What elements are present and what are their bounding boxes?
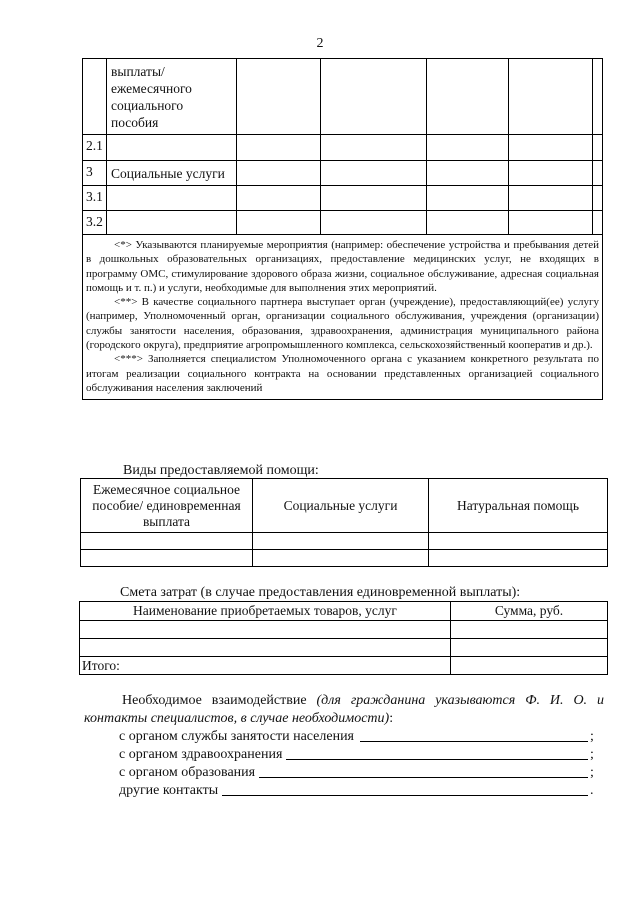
footnote-2: <**> В качестве социального партнера выступает орган (учреждение), предоставляющий(ее) услугу (например, Уполномоченный орган, организации социального обслуживания, учреждения (организации) службы занятости населения, образования, здравоохранения, администрация муниципального района (городского округа), предприятие агропромышленного комплекса, сельскохозяйственный кооператив и др.). bbox=[86, 296, 599, 352]
row-number: 3.2 bbox=[83, 211, 107, 235]
contact-end-mark: ; bbox=[590, 747, 594, 762]
row-name[interactable] bbox=[107, 211, 237, 235]
contact-employment bbox=[119, 728, 604, 746]
contact-fill-field[interactable] bbox=[286, 759, 588, 760]
interaction-section bbox=[84, 692, 604, 800]
table-cell[interactable] bbox=[593, 186, 603, 211]
table-cell[interactable] bbox=[427, 186, 509, 211]
help-types-title: Виды предоставляемой помощи: bbox=[123, 463, 319, 478]
contact-health bbox=[119, 746, 604, 764]
table-cell[interactable] bbox=[321, 135, 427, 161]
header-cell: Наименование приобретаемых товаров, услуг bbox=[80, 602, 451, 621]
header-cell: Ежемесячное социальное пособие/ единовременная выплата bbox=[81, 479, 253, 533]
contacts-list bbox=[119, 728, 604, 800]
row-number: 2.1 bbox=[83, 135, 107, 161]
row-number: 3.1 bbox=[83, 186, 107, 211]
contact-end-mark: ; bbox=[590, 729, 594, 744]
table-row bbox=[83, 135, 603, 161]
interaction-intro-note: (для гражданина указываются Ф. И. О. и контакты специалистов, в случае необходимости) bbox=[84, 693, 604, 726]
table-cell[interactable] bbox=[451, 639, 608, 657]
table-cell[interactable] bbox=[237, 211, 321, 235]
contact-label: другие контакты bbox=[119, 783, 219, 798]
table-cell[interactable] bbox=[593, 59, 603, 135]
table-cell[interactable] bbox=[509, 59, 593, 135]
row-name-line: выплаты/ bbox=[111, 64, 165, 79]
interaction-intro-end: : bbox=[389, 711, 394, 726]
contact-label: с органом службы занятости населения bbox=[119, 729, 354, 744]
help-types-table bbox=[80, 478, 608, 567]
table-cell[interactable] bbox=[593, 161, 603, 186]
table-row bbox=[81, 533, 608, 550]
table-cell[interactable] bbox=[593, 135, 603, 161]
contact-fill-field[interactable] bbox=[259, 777, 588, 778]
row-name bbox=[107, 59, 237, 135]
total-label: Итого: bbox=[80, 657, 451, 675]
footnote-1: <*> Указываются планируемые мероприятия (например: обеспечение устройства и пребывания детей в дошкольных образовательных организациях, предоставление медицинских услуг, не входящих в программу ОМС, стимулирование здорового образа жизни, социальное обслуживание, адресная социальная помощь и т. п.) и услуги, необходимые для выполнения этих мероприятий. bbox=[86, 239, 599, 294]
table-cell[interactable] bbox=[253, 550, 429, 567]
table-header-row bbox=[80, 602, 608, 621]
estimate-title: Смета затрат (в случае предоставления единовременной выплаты): bbox=[120, 585, 521, 600]
table-cell[interactable] bbox=[253, 533, 429, 550]
table-cell[interactable] bbox=[427, 135, 509, 161]
estimate-table bbox=[79, 601, 608, 675]
contact-end-mark: . bbox=[590, 783, 594, 798]
row-name[interactable] bbox=[107, 135, 237, 161]
row-name-line: пособия bbox=[111, 115, 159, 130]
table-cell[interactable] bbox=[451, 621, 608, 639]
table-cell[interactable] bbox=[427, 59, 509, 135]
contact-label: с органом образования bbox=[119, 765, 256, 780]
table-cell[interactable] bbox=[80, 639, 451, 657]
table-cell[interactable] bbox=[509, 186, 593, 211]
table-cell[interactable] bbox=[509, 161, 593, 186]
row-name: Социальные услуги bbox=[107, 161, 237, 186]
measures-table bbox=[82, 58, 603, 400]
table-cell[interactable] bbox=[321, 211, 427, 235]
table-row bbox=[83, 211, 603, 235]
footnotes bbox=[83, 235, 603, 400]
total-value-cell[interactable] bbox=[451, 657, 608, 675]
table-cell[interactable] bbox=[237, 135, 321, 161]
total-row bbox=[80, 657, 608, 675]
row-number bbox=[83, 59, 107, 135]
table-cell[interactable] bbox=[80, 621, 451, 639]
notes-row bbox=[83, 235, 603, 400]
contact-fill-field[interactable] bbox=[222, 795, 588, 796]
table-row bbox=[83, 59, 603, 135]
contact-other bbox=[119, 782, 604, 800]
table-row bbox=[83, 161, 603, 186]
contact-label: с органом здравоохранения bbox=[119, 747, 283, 762]
table-cell[interactable] bbox=[237, 186, 321, 211]
table-cell[interactable] bbox=[237, 59, 321, 135]
footnote-3: <***> Заполняется специалистом Уполномоченного органа с указанием конкретного результата по итогам реализации социального контракта на основании представленных организацией социального обслуживания населения заключений bbox=[86, 353, 599, 394]
table-cell[interactable] bbox=[81, 533, 253, 550]
table-cell[interactable] bbox=[429, 550, 608, 567]
header-cell: Социальные услуги bbox=[253, 479, 429, 533]
table-cell[interactable] bbox=[321, 186, 427, 211]
header-cell: Натуральная помощь bbox=[429, 479, 608, 533]
table-cell[interactable] bbox=[321, 59, 427, 135]
header-cell: Сумма, руб. bbox=[451, 602, 608, 621]
contact-end-mark: ; bbox=[590, 765, 594, 780]
table-cell[interactable] bbox=[593, 211, 603, 235]
table-row bbox=[80, 639, 608, 657]
table-cell[interactable] bbox=[81, 550, 253, 567]
table-cell[interactable] bbox=[509, 211, 593, 235]
row-name-line: ежемесячного bbox=[111, 81, 192, 96]
contact-education bbox=[119, 764, 604, 782]
contact-fill-field[interactable] bbox=[360, 741, 588, 742]
table-cell[interactable] bbox=[427, 161, 509, 186]
interaction-intro-text: Необходимое взаимодействие bbox=[122, 693, 307, 708]
table-cell[interactable] bbox=[237, 161, 321, 186]
table-cell[interactable] bbox=[509, 135, 593, 161]
table-row bbox=[83, 186, 603, 211]
table-row bbox=[81, 550, 608, 567]
page-number: 2 bbox=[316, 36, 324, 51]
table-header-row bbox=[81, 479, 608, 533]
table-row bbox=[80, 621, 608, 639]
row-number: 3 bbox=[83, 161, 107, 186]
row-name[interactable] bbox=[107, 186, 237, 211]
table-cell[interactable] bbox=[429, 533, 608, 550]
table-cell[interactable] bbox=[427, 211, 509, 235]
table-cell[interactable] bbox=[321, 161, 427, 186]
interaction-intro bbox=[84, 692, 604, 728]
row-name-line: социального bbox=[111, 98, 184, 113]
